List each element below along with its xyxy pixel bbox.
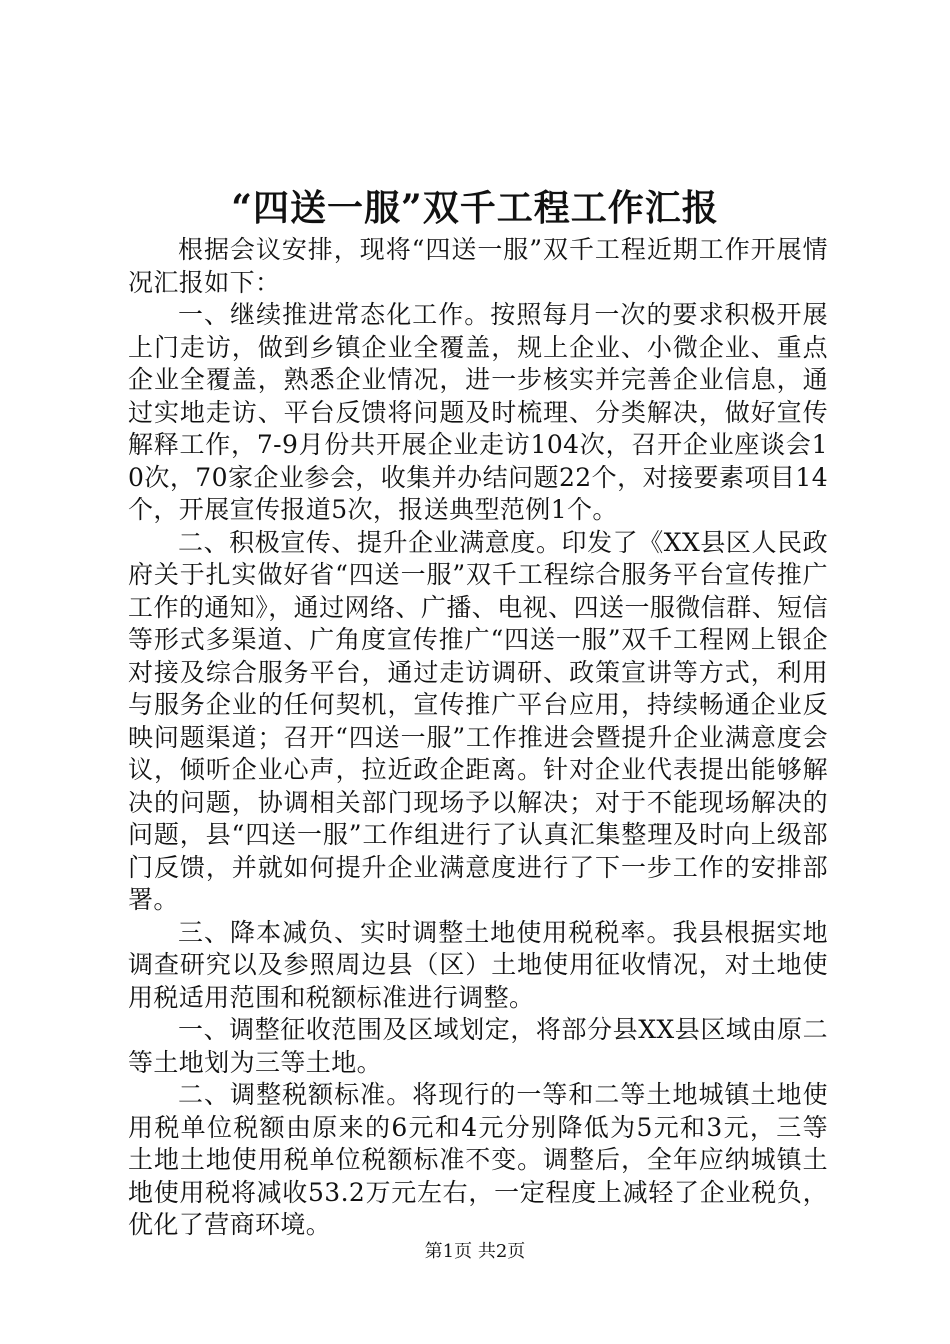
document-body bbox=[128, 234, 828, 1242]
document-title: “四送一服”双千工程工作汇报 bbox=[231, 187, 719, 229]
page-number-footer: 第1页 共2页 bbox=[424, 1241, 526, 1262]
paragraph-section-3: 三、降本减负、实时调整土地使用税税率。我县根据实地调查研究以及参照周边县（区）土地使用征收情况，对土地使用税适用范围和税额标准进行调整。 bbox=[128, 917, 828, 1012]
paragraph-intro: 根据会议安排，现将“四送一服”双千工程近期工作开展情况汇报如下： bbox=[128, 235, 828, 297]
paragraph-section-2: 二、积极宣传、提升企业满意度。印发了《XX县区人民政府关于扎实做好省“四送一服”双千工程综合服务平台宣传推广工作的通知》，通过网络、广播、电视、四送一服微信群、短信等形式多渠道、广角度宣传推广“四送一服”双千工程网上银企对接及综合服务平台，通过走访调研、政策宣讲等方式，利用与服务企业的任何契机，宣传推广平台应用，持续畅通企业反映问题渠道；召开“四送一服”工作推进会暨提升企业满意度会议，倾听企业心声，拉近政企距离。针对企业代表提出能够解决的问题，协调相关部门现场予以解决；对于不能现场解决的问题，县“四送一服”工作组进行了认真汇集整理及时向上级部门反馈，并就如何提升企业满意度进行了下一步工作的安排部署。 bbox=[128, 527, 828, 914]
paragraph-sub-item-2: 二、调整税额标准。将现行的一等和二等土地城镇土地使用税单位税额由原来的6元和4元分别降低为5元和3元，三等土地土地使用税单位税额标准不变。调整后，全年应纳城镇土地使用税将减收53.2万元左右，一定程度上减轻了企业税负，优化了营商环境。 bbox=[128, 1080, 828, 1239]
paragraph-section-1: 一、继续推进常态化工作。按照每月一次的要求积极开展上门走访，做到乡镇企业全覆盖，规上企业、小微企业、重点企业全覆盖，熟悉企业情况，进一步核实并完善企业信息，通过实地走访、平台反馈将问题及时梳理、分类解决，做好宣传解释工作，7-9月份共开展企业走访104次，召开企业座谈会10次，70家企业参会，收集并办结问题22个，对接要素项目14个，开展宣传报道5次，报送典型范例1个。 bbox=[128, 300, 828, 524]
paragraph-sub-item-1: 一、调整征收范围及区域划定，将部分县XX县区域由原二等土地划为三等土地。 bbox=[128, 1015, 828, 1077]
